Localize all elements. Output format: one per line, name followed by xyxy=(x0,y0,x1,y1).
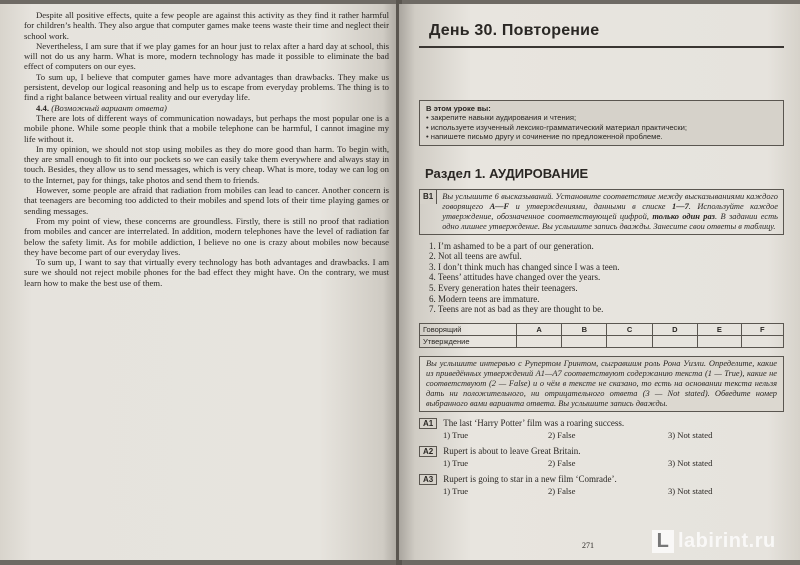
row-label: Утверждение xyxy=(420,335,517,347)
option-true[interactable]: 1) True xyxy=(443,429,469,440)
title-rule xyxy=(419,46,784,48)
option-false[interactable]: 2) False xyxy=(548,485,576,496)
paragraph: However, some people are afraid that radiation from mobiles can lead to cancer. Another concern is that teenagers are becoming too addicted to their mobiles and spend lots of their time playing games or sending messages. xyxy=(24,185,389,216)
statement-item: 4. Teens’ attitudes have changed over the years. xyxy=(429,272,601,283)
watermark-logo-icon: L xyxy=(652,530,674,553)
option-not-stated[interactable]: 3) Not stated xyxy=(668,485,713,496)
instr-part: . В задании есть одно лишнее утверждение. Вы услышите запись дважды. Занесите свои ответы в таблицу. xyxy=(442,211,778,231)
instr-bold: только один раз xyxy=(652,211,715,221)
question-text: The last ‘Harry Potter’ film was a roaring success. xyxy=(443,418,625,429)
answer-cell[interactable] xyxy=(741,335,783,347)
page-number: 271 xyxy=(582,541,594,550)
column-header: F xyxy=(741,323,783,335)
paragraph: Despite all positive effects, quite a few people are against this activity as they find it rather harmful for children’s health. They also argue that computer games make teens waste their time and neglect their school work. xyxy=(24,10,389,41)
left-page xyxy=(0,4,399,560)
lesson-goals-title: В этом уроке вы: xyxy=(426,104,491,113)
answer-cell[interactable] xyxy=(697,335,741,347)
question-a1 xyxy=(419,418,784,440)
task-a-instructions: Вы услышите интервью с Рупертом Гринтом, сыгравшим роль Рона Уизли. Определите, какие из приведённых утверждений A1—A7 соответствуют содержанию текста (1 — True), какие не соответствуют (2 — False) и о чём в тексте не сказано, то есть на основании текста нельзя дать ни положительного, ни отрицательного ответа (3 — Not stated). Обведите номер выбранного вами варианта ответа. Вы услышите запись дважды. xyxy=(419,356,784,412)
question-tag: A2 xyxy=(419,446,437,457)
column-header: B xyxy=(562,323,607,335)
lesson-goals-box xyxy=(419,100,784,146)
instr-bold: 1—7 xyxy=(672,201,689,211)
answer-cell[interactable] xyxy=(652,335,697,347)
paragraph: To sum up, I believe that computer games have more advantages than drawbacks. They make us persistent, develop our logical reasoning and help us to escape from everyday problems. The thing is to find a right balance between virtual reality and our everyday life. xyxy=(24,71,389,103)
instr-part: и утверждениями, данными в списке xyxy=(509,201,673,211)
statement-item: 2. Not all teens are awful. xyxy=(429,251,522,262)
watermark xyxy=(652,530,776,553)
lesson-goal: • закрепите навыки аудирования и чтения; xyxy=(426,113,577,123)
statement-item: 6. Modern teens are immature. xyxy=(429,293,540,304)
statement-item: 1. I’m ashamed to be a part of our generation. xyxy=(429,240,594,251)
option-true[interactable]: 1) True xyxy=(443,485,469,496)
column-header: C xyxy=(607,323,652,335)
column-header: A xyxy=(517,323,562,335)
column-header: E xyxy=(697,323,741,335)
instr-part: . Используйте каждое утверждение, обозначенное соответствующей цифрой, xyxy=(442,201,778,221)
question-a2 xyxy=(419,446,784,468)
answer-number: 4.4. xyxy=(36,102,50,113)
task-instructions xyxy=(437,190,783,234)
instr-bold: A—F xyxy=(489,201,510,211)
question-tag: A1 xyxy=(419,418,437,429)
paragraph: To sum up, I want to say that virtually every technology has both advantages and drawbacks. I am sure we should not reject mobile phones for the bad effect they might have. On the contrary, we must learn how to make the best use of them. xyxy=(24,257,389,288)
answer-heading xyxy=(24,103,389,113)
watermark-text: labirint.ru xyxy=(678,530,776,552)
answer-options xyxy=(443,430,784,440)
lesson-goal: • используете изученный лексико-грамматический материал практически; xyxy=(426,122,688,132)
row-label: Говорящий xyxy=(420,323,517,335)
table-row xyxy=(420,335,784,347)
question-a3 xyxy=(419,474,784,496)
task-b1 xyxy=(419,189,784,235)
answer-cell[interactable] xyxy=(517,335,562,347)
task-tag: B1 xyxy=(420,190,437,204)
paragraph: There are lots of different ways of communication nowadays, but perhaps the most popular one is a mobile phone. While some people think that a mobile telephone can be harmful, I cannot imagine my life without it. xyxy=(24,112,389,144)
statement-item: 3. I don’t think much has changed since I was a teen. xyxy=(429,261,620,272)
statement-item: 5. Every generation hates their teenagers. xyxy=(429,283,578,293)
answer-options xyxy=(443,458,784,468)
option-false[interactable]: 2) False xyxy=(548,457,576,468)
answer-cell[interactable] xyxy=(562,335,607,347)
question-row xyxy=(419,474,784,485)
answer-options xyxy=(443,486,784,496)
statement-list xyxy=(429,241,784,315)
question-row xyxy=(419,418,784,429)
option-not-stated[interactable]: 3) Not stated xyxy=(668,429,713,440)
option-false[interactable]: 2) False xyxy=(548,429,576,440)
column-header: D xyxy=(652,323,697,335)
lesson-goal: • напишете письмо другу и сочинение по предложенной проблеме. xyxy=(426,132,663,142)
question-row xyxy=(419,446,784,457)
paragraph: In my opinion, we should not stop using mobiles as they do more good than harm. To begin with, they are small enough to fit into our pockets so we can easily take them everywhere and always stay in touch. Besides, they allow us to send messages, which is very cheap. What is more, today we can log on to the Internet, pay for things, take photos and send them to friends. xyxy=(24,143,389,185)
right-page xyxy=(399,4,800,560)
question-text: Rupert is about to leave Great Britain. xyxy=(443,446,581,457)
question-tag: A3 xyxy=(419,474,437,485)
paragraph: Nevertheless, I am sure that if we play games for an hour just to relax after a hard day at school, this will not do us any harm. What is more, modern technology has made it possible to eliminate the bad effect of computers on our eyes. xyxy=(24,40,389,72)
answer-cell[interactable] xyxy=(607,335,652,347)
option-true[interactable]: 1) True xyxy=(443,457,469,468)
answer-label: (Возможный вариант ответа) xyxy=(51,102,167,113)
day-title: День 30. Повторение xyxy=(429,22,600,39)
table-row xyxy=(420,323,784,335)
instr-part: Вы услышите 6 высказываний. Установите соответствие между высказываниями каждого говорящего xyxy=(442,191,778,211)
question-text: Rupert is going to star in a new film ‘Comrade’. xyxy=(443,474,617,485)
paragraph: From my point of view, these concerns are groundless. Firstly, there is still no proof that radiation from mobiles and cancer are interrelated. In addition, modern telephones have the level of radiation far below the safety limit. As for mobile addiction, I believe no one is crazy about mobiles now because they have become part of our everyday lives. xyxy=(24,215,389,257)
statement-item: 7. Teens are not as bad as they are thought to be. xyxy=(429,304,604,315)
section-title: Раздел 1. АУДИРОВАНИЕ xyxy=(425,165,589,181)
option-not-stated[interactable]: 3) Not stated xyxy=(668,457,713,468)
answer-table xyxy=(419,323,784,348)
